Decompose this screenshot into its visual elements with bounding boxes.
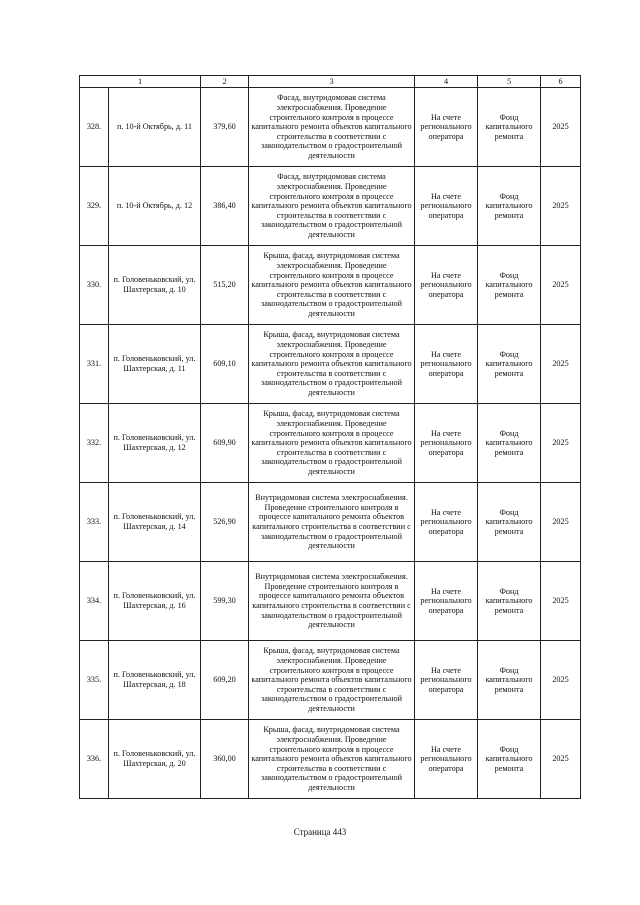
year-cell: 2025 xyxy=(541,720,581,799)
address-cell: п. 10-й Октябрь, д. 11 xyxy=(109,88,201,167)
year-cell: 2025 xyxy=(541,404,581,483)
year-cell: 2025 xyxy=(541,246,581,325)
address-cell: п. Головеньковский, ул. Шахтерская, д. 11 xyxy=(109,325,201,404)
row-number: 330. xyxy=(80,246,109,325)
table-row xyxy=(80,88,581,167)
row-number: 332. xyxy=(80,404,109,483)
header-col-4: 4 xyxy=(415,76,478,88)
fund-method-cell: На счете регионального оператора xyxy=(415,325,478,404)
address-cell: п. Головеньковский, ул. Шахтерская, д. 10 xyxy=(109,246,201,325)
table-row xyxy=(80,483,581,562)
table-row xyxy=(80,562,581,641)
fund-method-cell: На счете регионального оператора xyxy=(415,88,478,167)
work-description-cell: Крыша, фасад, внутридомовая система электроснабжения. Проведение строительного контроля в процессе капитального ремонта объектов капитального строительства в соответствии с законодательством о градостроительной деятельности xyxy=(249,720,415,799)
row-number: 328. xyxy=(80,88,109,167)
work-description-cell: Крыша, фасад, внутридомовая система электроснабжения. Проведение строительного контроля в процессе капитального ремонта объектов капитального строительства в соответствии с законодательством о градостроительной деятельности xyxy=(249,325,415,404)
row-number: 329. xyxy=(80,167,109,246)
funding-source-cell: Фонд капитального ремонта xyxy=(478,88,541,167)
year-cell: 2025 xyxy=(541,88,581,167)
table-row xyxy=(80,404,581,483)
header-col-3: 3 xyxy=(249,76,415,88)
row-number: 333. xyxy=(80,483,109,562)
area-cell: 609,10 xyxy=(201,325,249,404)
year-cell: 2025 xyxy=(541,641,581,720)
work-description-cell: Внутридомовая система электроснабжения. Проведение строительного контроля в процессе капитального ремонта объектов капитального строительства в соответствии с законодательством о градостроительной деятельности xyxy=(249,483,415,562)
table-row xyxy=(80,325,581,404)
funding-source-cell: Фонд капитального ремонта xyxy=(478,246,541,325)
row-number: 334. xyxy=(80,562,109,641)
header-col-6: 6 xyxy=(541,76,581,88)
area-cell: 386,40 xyxy=(201,167,249,246)
area-cell: 609,90 xyxy=(201,404,249,483)
work-description-cell: Фасад, внутридомовая система электроснабжения. Проведение строительного контроля в процессе капитального ремонта объектов капитального строительства в соответствии с законодательством о градостроительной деятельности xyxy=(249,88,415,167)
work-description-cell: Фасад, внутридомовая система электроснабжения. Проведение строительного контроля в процессе капитального ремонта объектов капитального строительства в соответствии с законодательством о градостроительной деятельности xyxy=(249,167,415,246)
year-cell: 2025 xyxy=(541,325,581,404)
work-description-cell: Внутридомовая система электроснабжения. Проведение строительного контроля в процессе капитального ремонта объектов капитального строительства в соответствии с законодательством о градостроительной деятельности xyxy=(249,562,415,641)
address-cell: п. Головеньковский, ул. Шахтерская, д. 16 xyxy=(109,562,201,641)
area-cell: 609,20 xyxy=(201,641,249,720)
funding-source-cell: Фонд капитального ремонта xyxy=(478,325,541,404)
table-header xyxy=(80,76,581,88)
page-number: Страница 443 xyxy=(293,827,347,837)
year-cell: 2025 xyxy=(541,483,581,562)
work-description-cell: Крыша, фасад, внутридомовая система электроснабжения. Проведение строительного контроля в процессе капитального ремонта объектов капитального строительства в соответствии с законодательством о градостроительной деятельности xyxy=(249,641,415,720)
table-row xyxy=(80,167,581,246)
address-cell: п. Головеньковский, ул. Шахтерская, д. 12 xyxy=(109,404,201,483)
table-row xyxy=(80,720,581,799)
fund-method-cell: На счете регионального оператора xyxy=(415,167,478,246)
row-number: 336. xyxy=(80,720,109,799)
fund-method-cell: На счете регионального оператора xyxy=(415,562,478,641)
work-description-cell: Крыша, фасад, внутридомовая система электроснабжения. Проведение строительного контроля в процессе капитального ремонта объектов капитального строительства в соответствии с законодательством о градостроительной деятельности xyxy=(249,246,415,325)
area-cell: 360,00 xyxy=(201,720,249,799)
fund-method-cell: На счете регионального оператора xyxy=(415,246,478,325)
header-row xyxy=(80,76,581,88)
address-cell: п. Головеньковский, ул. Шахтерская, д. 14 xyxy=(109,483,201,562)
address-cell: п. 10-й Октябрь, д. 12 xyxy=(109,167,201,246)
fund-method-cell: На счете регионального оператора xyxy=(415,404,478,483)
funding-source-cell: Фонд капитального ремонта xyxy=(478,167,541,246)
area-cell: 515,20 xyxy=(201,246,249,325)
work-description-cell: Крыша, фасад, внутридомовая система электроснабжения. Проведение строительного контроля в процессе капитального ремонта объектов капитального строительства в соответствии с законодательством о градостроительной деятельности xyxy=(249,404,415,483)
funding-source-cell: Фонд капитального ремонта xyxy=(478,720,541,799)
year-cell: 2025 xyxy=(541,562,581,641)
funding-source-cell: Фонд капитального ремонта xyxy=(478,404,541,483)
header-col-2: 2 xyxy=(201,76,249,88)
address-cell: п. Головеньковский, ул. Шахтерская, д. 20 xyxy=(109,720,201,799)
area-cell: 526,90 xyxy=(201,483,249,562)
fund-method-cell: На счете регионального оператора xyxy=(415,720,478,799)
address-cell: п. Головеньковский, ул. Шахтерская, д. 18 xyxy=(109,641,201,720)
table-row xyxy=(80,641,581,720)
funding-source-cell: Фонд капитального ремонта xyxy=(478,641,541,720)
area-cell: 599,30 xyxy=(201,562,249,641)
row-number: 331. xyxy=(80,325,109,404)
funding-source-cell: Фонд капитального ремонта xyxy=(478,562,541,641)
header-col-5: 5 xyxy=(478,76,541,88)
fund-method-cell: На счете регионального оператора xyxy=(415,641,478,720)
table-body xyxy=(80,88,581,799)
header-col-1: 1 xyxy=(80,76,201,88)
repair-schedule-table xyxy=(79,75,581,799)
row-number: 335. xyxy=(80,641,109,720)
fund-method-cell: На счете регионального оператора xyxy=(415,483,478,562)
funding-source-cell: Фонд капитального ремонта xyxy=(478,483,541,562)
year-cell: 2025 xyxy=(541,167,581,246)
table-row xyxy=(80,246,581,325)
area-cell: 379,60 xyxy=(201,88,249,167)
